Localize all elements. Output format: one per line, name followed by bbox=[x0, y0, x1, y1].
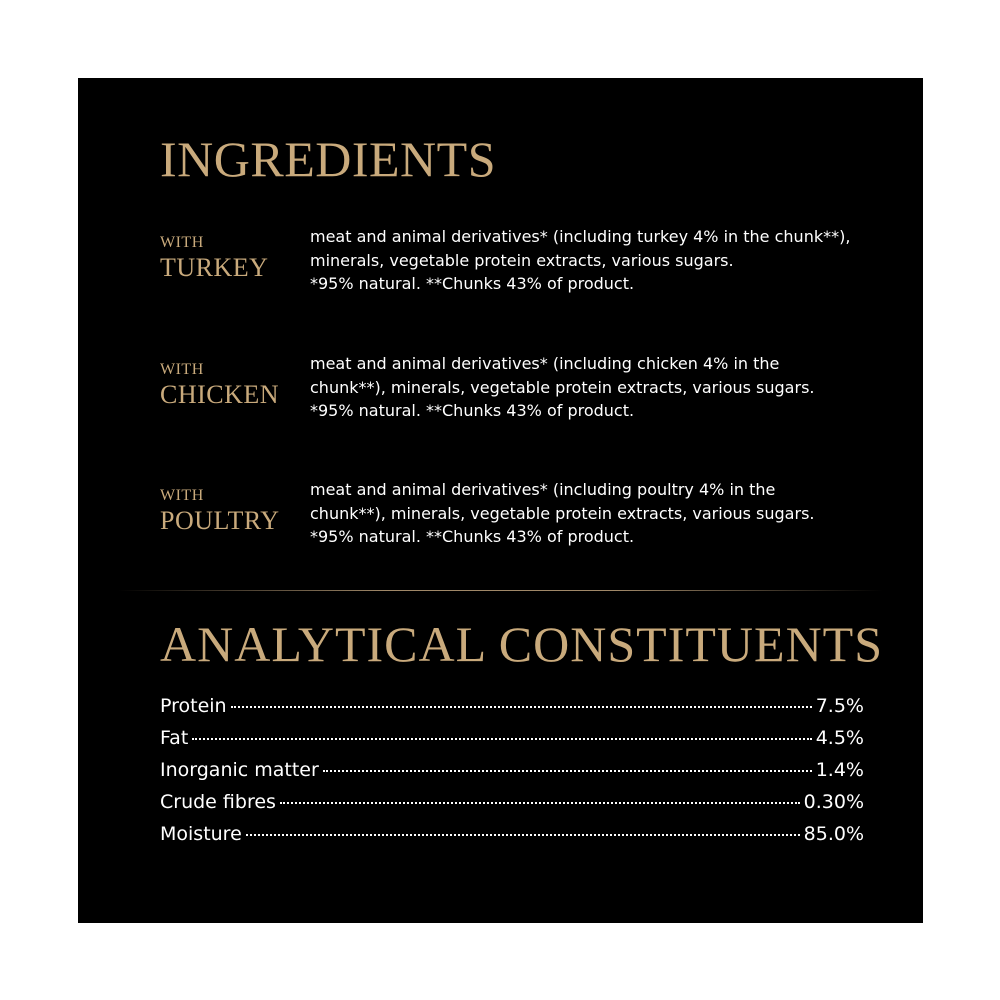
variant-description bbox=[310, 352, 900, 423]
ingredients-panel bbox=[78, 78, 923, 923]
variant-name: POULTRY bbox=[160, 506, 280, 535]
description-line: meat and animal derivatives* (including turkey 4% in the chunk**), bbox=[310, 227, 851, 246]
description-line: chunk**), minerals, vegetable protein extracts, various sugars. bbox=[310, 503, 815, 523]
dot-leader bbox=[192, 738, 811, 740]
constituent-row-inorganic-matter bbox=[160, 759, 864, 791]
variant-prefix: WITH bbox=[160, 234, 204, 251]
variant-prefix: WITH bbox=[160, 487, 204, 504]
dot-leader bbox=[231, 706, 812, 708]
constituent-row-moisture bbox=[160, 823, 864, 855]
constituent-label: Moisture bbox=[160, 823, 242, 845]
constituent-label: Fat bbox=[160, 727, 189, 749]
section-divider bbox=[118, 590, 883, 591]
constituents-list bbox=[160, 695, 864, 855]
variant-description bbox=[310, 225, 900, 296]
constituent-value: 4.5% bbox=[815, 727, 864, 749]
variant-label bbox=[160, 486, 280, 536]
dot-leader bbox=[323, 770, 812, 772]
constituent-value: 85.0% bbox=[803, 823, 864, 845]
variant-description bbox=[310, 478, 900, 549]
variant-prefix: WITH bbox=[160, 361, 204, 378]
constituent-row-crude-fibres bbox=[160, 791, 864, 823]
constituent-value: 0.30% bbox=[803, 791, 864, 813]
description-line: *95% natural. **Chunks 43% of product. bbox=[310, 401, 635, 420]
variant-name: TURKEY bbox=[160, 253, 269, 282]
constituent-label: Crude fibres bbox=[160, 791, 276, 813]
constituent-row-protein bbox=[160, 695, 864, 727]
constituent-value: 1.4% bbox=[815, 759, 864, 781]
constituent-label: Protein bbox=[160, 695, 227, 717]
ingredients-heading: INGREDIENTS bbox=[160, 131, 497, 187]
variant-label bbox=[160, 233, 268, 283]
constituent-label: Inorganic matter bbox=[160, 759, 319, 781]
description-line: *95% natural. **Chunks 43% of product. bbox=[310, 274, 635, 293]
variant-name: CHICKEN bbox=[160, 380, 280, 409]
constituent-row-fat bbox=[160, 727, 864, 759]
analytical-heading: ANALYTICAL CONSTITUENTS bbox=[160, 616, 884, 672]
description-line: minerals, vegetable protein extracts, various sugars. bbox=[310, 250, 734, 270]
constituent-value: 7.5% bbox=[815, 695, 864, 717]
description-line: chunk**), minerals, vegetable protein extracts, various sugars. bbox=[310, 377, 815, 397]
description-line: *95% natural. **Chunks 43% of product. bbox=[310, 527, 635, 546]
variant-label bbox=[160, 360, 279, 410]
dot-leader bbox=[280, 802, 800, 804]
dot-leader bbox=[246, 834, 800, 836]
description-line: meat and animal derivatives* (including poultry 4% in the bbox=[310, 480, 776, 499]
description-line: meat and animal derivatives* (including chicken 4% in the bbox=[310, 354, 780, 373]
